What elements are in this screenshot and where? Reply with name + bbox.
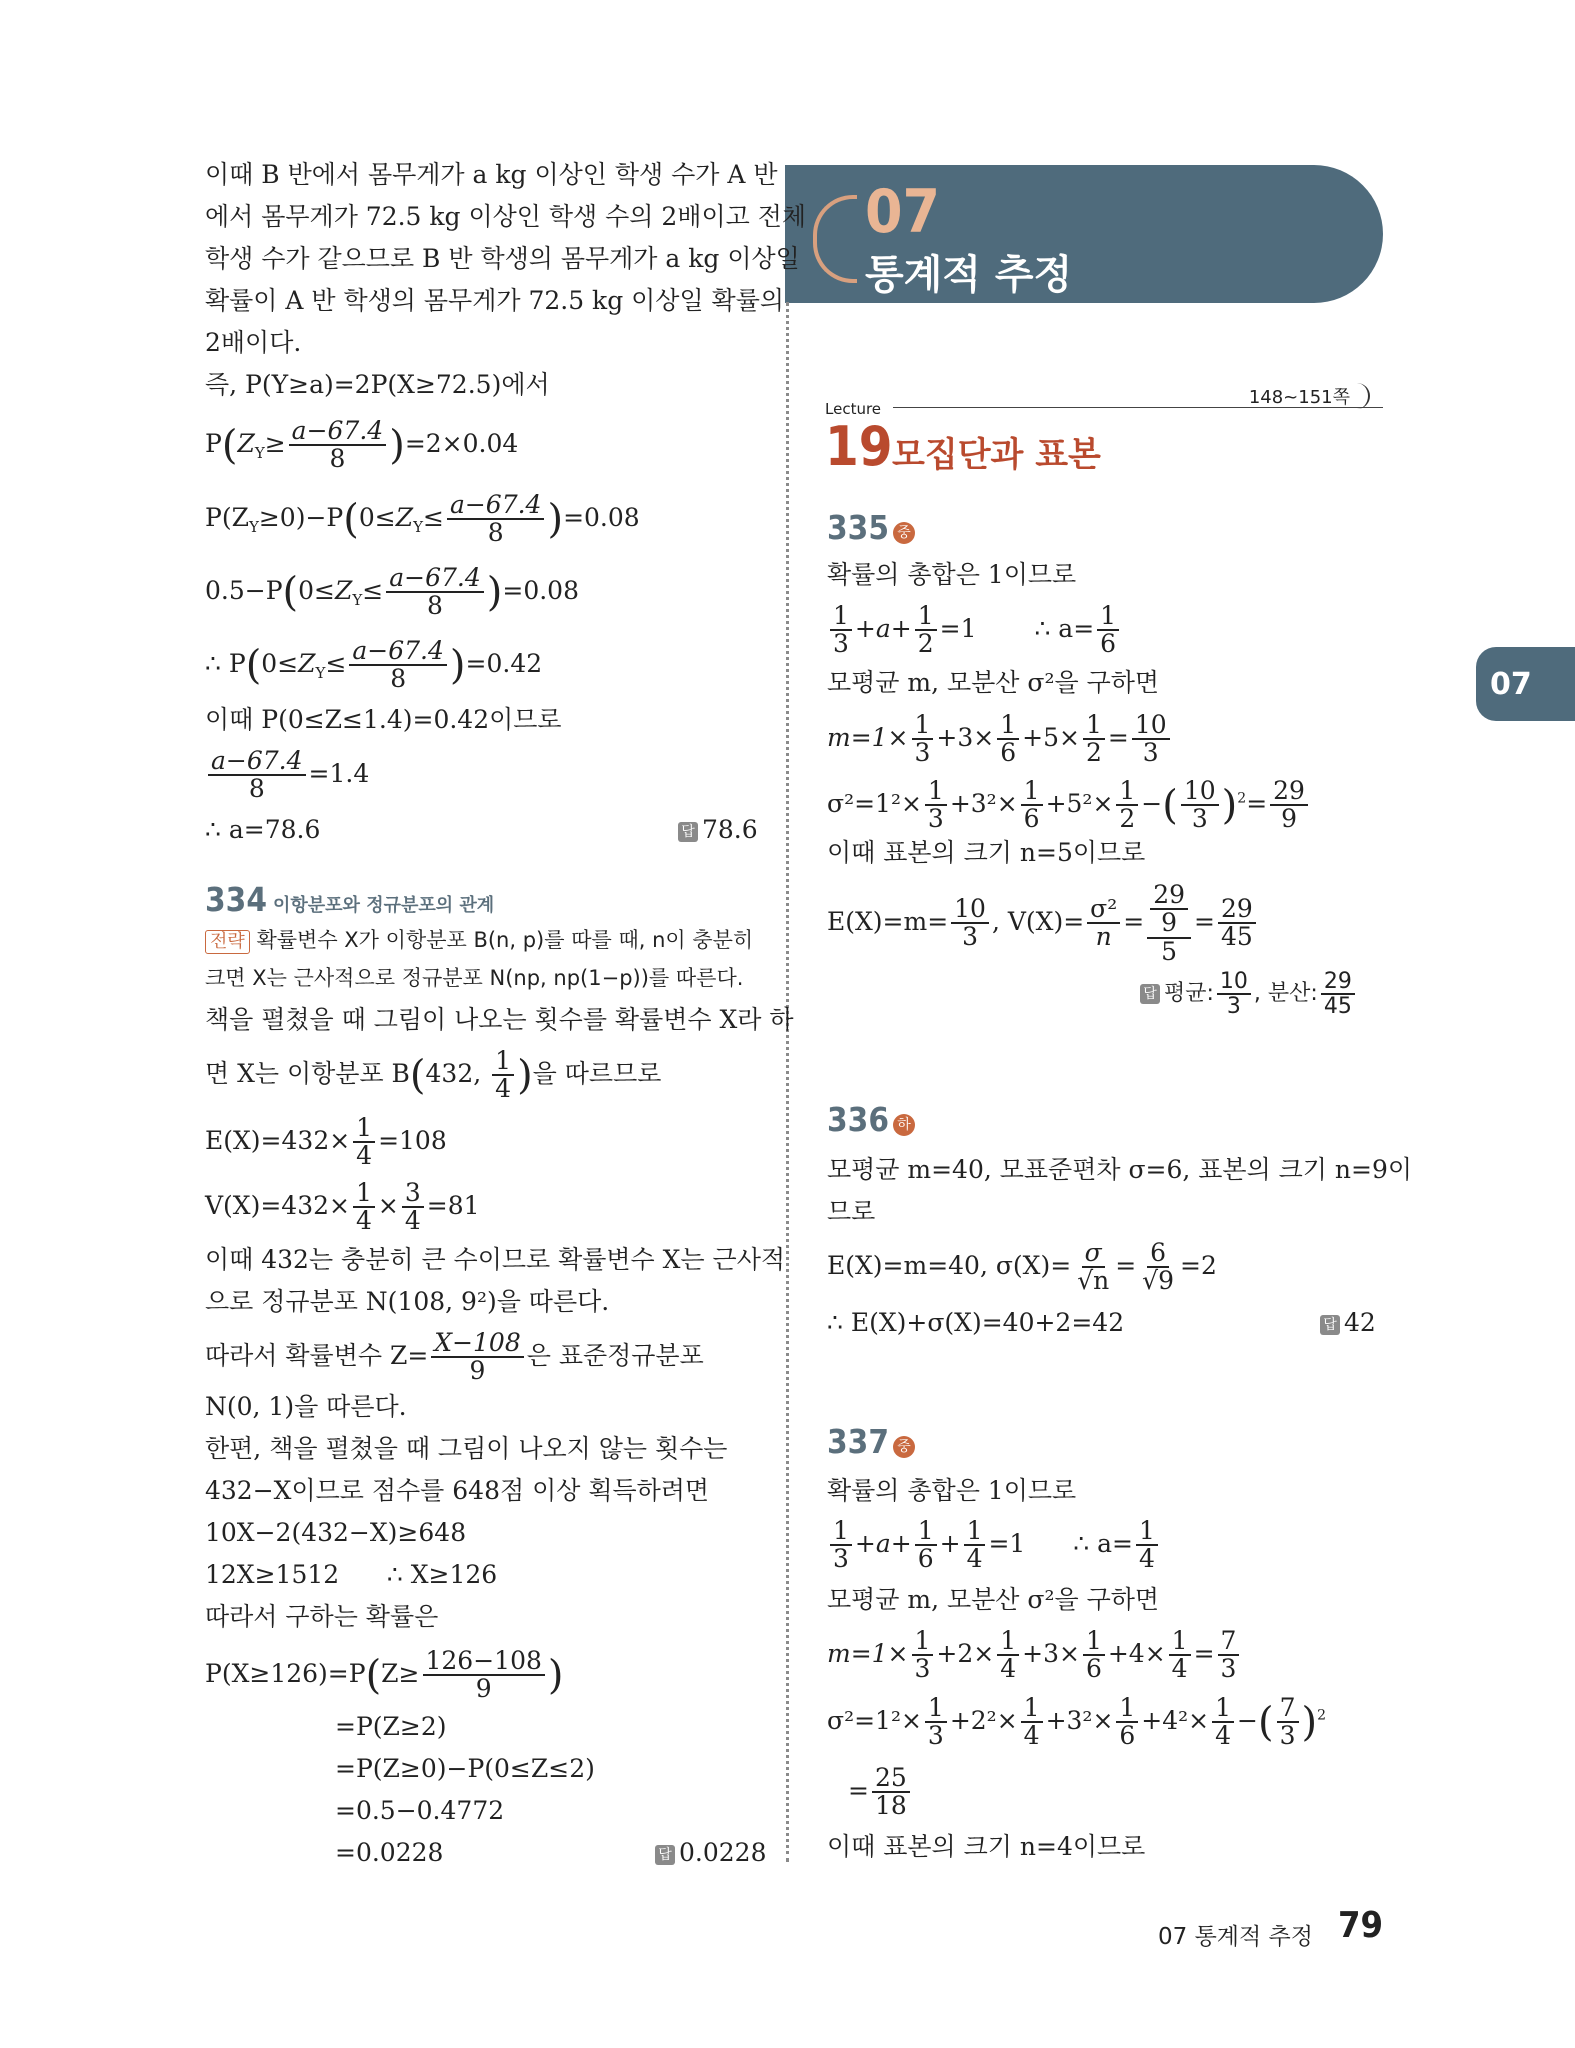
answer-335: 답 평균: $\frac{10}{3}$ , 분산: $\frac{29}{45}$	[1140, 970, 1358, 1018]
text-line: 이때 B 반에서 몸무게가 a kg 이상인 학생 수가 A 반	[205, 160, 778, 189]
equation: σ²=1²× $\frac{1}{3}$ +2²× $\frac{1}{4}$ +3²× $\frac{1}{6}$ +4²× $\frac{1}{4}$ −( $\frac{7}{3}$ )$^2$	[827, 1693, 1327, 1751]
equation: $\frac{a-67.4}{8}$ =1.4	[205, 748, 369, 803]
equation: $\frac{1}{3}$ +a+ $\frac{1}{2}$ =1 ∴ a= $\frac{1}{6}$	[827, 603, 1122, 658]
column-divider	[786, 302, 789, 1862]
equation: ∴ E(X)+σ(X)=40+2=42	[827, 1308, 1125, 1337]
text-line: N(0, 1)을 따른다.	[205, 1392, 407, 1421]
text-line: 모평균 m, 모분산 σ²을 구하면	[827, 1585, 1160, 1614]
lecture-title: 모집단과 표본	[892, 435, 1101, 475]
equation: $\frac{1}{3}$ +a+ $\frac{1}{6}$ + $\frac{1}{4}$ =1 ∴ a= $\frac{1}{4}$	[827, 1518, 1161, 1573]
problem-topic: 이항분포와 정규분포의 관계	[272, 895, 495, 916]
lecture-number: 19	[825, 415, 893, 478]
text-line: 면 X는 이항분포 B(432, $\frac{1}{4}$ )을 따르므로	[205, 1046, 662, 1104]
equation: V(X)=432× $\frac{1}{4}$ × $\frac{3}{4}$ =81	[205, 1178, 480, 1236]
equation: =0.5−0.4772	[335, 1796, 505, 1825]
lecture-label: Lecture	[825, 400, 882, 418]
chapter-side-tab[interactable]: 07	[1476, 647, 1575, 721]
answer-badge: 답	[1140, 984, 1160, 1004]
lecture-pages: 148~151쪽	[1249, 383, 1370, 409]
text-line: 한편, 책을 펼쳤을 때 그림이 나오지 않는 횟수는	[205, 1434, 728, 1463]
difficulty-badge: 중	[893, 1436, 915, 1458]
answer-badge: 답	[655, 1845, 675, 1865]
text-line: 이때 432는 충분히 큰 수이므로 확률변수 X는 근사적	[205, 1245, 785, 1274]
problem-335-header	[827, 508, 915, 548]
problem-336-header	[827, 1100, 915, 1140]
equation: $P(Z_Y\ge 0)-P(0\le Z_Y\le$ $\frac{a-67.4}{8}$ )=0.08	[205, 490, 640, 548]
text-line: 모평균 m=40, 모표준편차 σ=6, 표본의 크기 n=9이	[827, 1155, 1413, 1184]
text-line: 므로	[827, 1197, 876, 1226]
text-line: 책을 펼쳤을 때 그림이 나오는 횟수를 확률변수 X라 하	[205, 1005, 794, 1034]
text-line: 에서 몸무게가 72.5 kg 이상인 학생 수의 2배이고 전체	[205, 202, 806, 231]
chapter-number: 07	[865, 177, 941, 247]
problem-number: 335	[827, 508, 889, 547]
text-line: 따라서 확률변수 Z= $\frac{X-108}{9}$ 은 표준정규분포	[205, 1328, 704, 1386]
equation: 10X−2(432−X)≥648	[205, 1518, 467, 1547]
text-line: 이때 표본의 크기 n=4이므로	[827, 1832, 1146, 1861]
answer-333: 답 78.6	[678, 815, 758, 845]
equation: E(X)=m= $\frac{10}{3}$ , V(X)= $\frac{\text{σ²}}{n}$ = $\frac{\frac{29}{9}}{5}$ = $\frac{29}{45}$	[827, 882, 1259, 965]
problem-337-header	[827, 1422, 915, 1462]
chapter-title: 통계적 추정	[865, 252, 1073, 298]
difficulty-badge: 중	[893, 522, 915, 544]
equation: 12X≥1512 ∴ X≥126	[205, 1560, 498, 1589]
text-line: 학생 수가 같으므로 B 반 학생의 몸무게가 a kg 이상일	[205, 244, 800, 273]
chapter-arc-decoration	[813, 195, 857, 283]
text-line: 모평균 m, 모분산 σ²을 구하면	[827, 668, 1160, 697]
problem-number: 336	[827, 1100, 889, 1139]
equation: ∴ a=78.6	[205, 815, 321, 844]
chapter-banner	[785, 165, 1383, 303]
equation: σ²=1²× $\frac{1}{3}$ +3²× $\frac{1}{6}$ +5²× $\frac{1}{2}$ −( $\frac{10}{3}$ )$^2$= $\frac{29}{9}$	[827, 778, 1311, 833]
problem-334-header	[205, 880, 494, 920]
text-line: 이때 표본의 크기 n=5이므로	[827, 838, 1146, 867]
footer-chapter: 07 통계적 추정	[1158, 1924, 1313, 1950]
text-line: 확률의 총합은 1이므로	[827, 1476, 1077, 1505]
text-line: 확률이 A 반 학생의 몸무게가 72.5 kg 이상일 확률의	[205, 286, 784, 315]
equation: 즉, P(Y≥a)=2P(X≥72.5)에서	[205, 370, 550, 399]
answer-336: 답 42	[1320, 1308, 1376, 1338]
equation: =P(Z≥0)−P(0≤Z≤2)	[335, 1754, 595, 1783]
text-line: 으로 정규분포 N(108, 9²)을 따른다.	[205, 1287, 610, 1316]
text-line: 확률의 총합은 1이므로	[827, 560, 1077, 589]
equation: E(X)=432× $\frac{1}{4}$ =108	[205, 1113, 447, 1171]
equation: = $\frac{25}{18}$	[848, 1765, 913, 1820]
text-line: 따라서 구하는 확률은	[205, 1602, 439, 1631]
equation: ∴ $P(0\le Z_Y\le$ $\frac{a-67.4}{8}$ )=0.42	[205, 636, 543, 694]
difficulty-badge: 하	[893, 1114, 915, 1136]
strategy-line: 전략 확률변수 X가 이항분포 B(n, p)를 따를 때, n이 충분히	[205, 928, 753, 954]
answer-badge: 답	[678, 822, 698, 842]
strategy-line: 크면 X는 근사적으로 정규분포 N(np, np(1−p))를 따른다.	[205, 966, 744, 990]
equation: m=1× $\frac{1}{3}$ +2× $\frac{1}{4}$ +3× $\frac{1}{6}$ +4× $\frac{1}{4}$ = $\frac{7}{3}$	[827, 1628, 1242, 1683]
equation: 이때 P(0≤Z≤1.4)=0.42이므로	[205, 705, 562, 734]
page-number: 79	[1338, 1905, 1384, 1946]
equation: P(X≥126)=P(Z≥ $\frac{126-108}{9}$ )	[205, 1646, 564, 1704]
equation: $P(Z_Y\ge$ $\frac{a-67.4}{8}$ )=2×0.04	[205, 416, 519, 474]
answer-334: 답 0.0228	[655, 1838, 766, 1868]
problem-number: 334	[205, 880, 267, 919]
equation: m=1× $\frac{1}{3}$ +3× $\frac{1}{6}$ +5× $\frac{1}{2}$ = $\frac{10}{3}$	[827, 712, 1173, 767]
equation: E(X)=m=40, σ(X)= $\frac{\sigma}{√n}$ = $\frac{6}{√9}$ =2	[827, 1238, 1217, 1296]
equation: =0.0228	[335, 1838, 444, 1867]
problem-number: 337	[827, 1422, 889, 1461]
strategy-tag: 전략	[205, 930, 250, 954]
answer-badge: 답	[1320, 1315, 1340, 1335]
text-line: 2배이다.	[205, 328, 302, 357]
text-line: 432−X이므로 점수를 648점 이상 획득하려면	[205, 1476, 710, 1505]
equation: =P(Z≥2)	[335, 1712, 447, 1741]
equation: $0.5-P(0\le Z_Y\le$ $\frac{a-67.4}{8}$ )=0.08	[205, 563, 579, 621]
